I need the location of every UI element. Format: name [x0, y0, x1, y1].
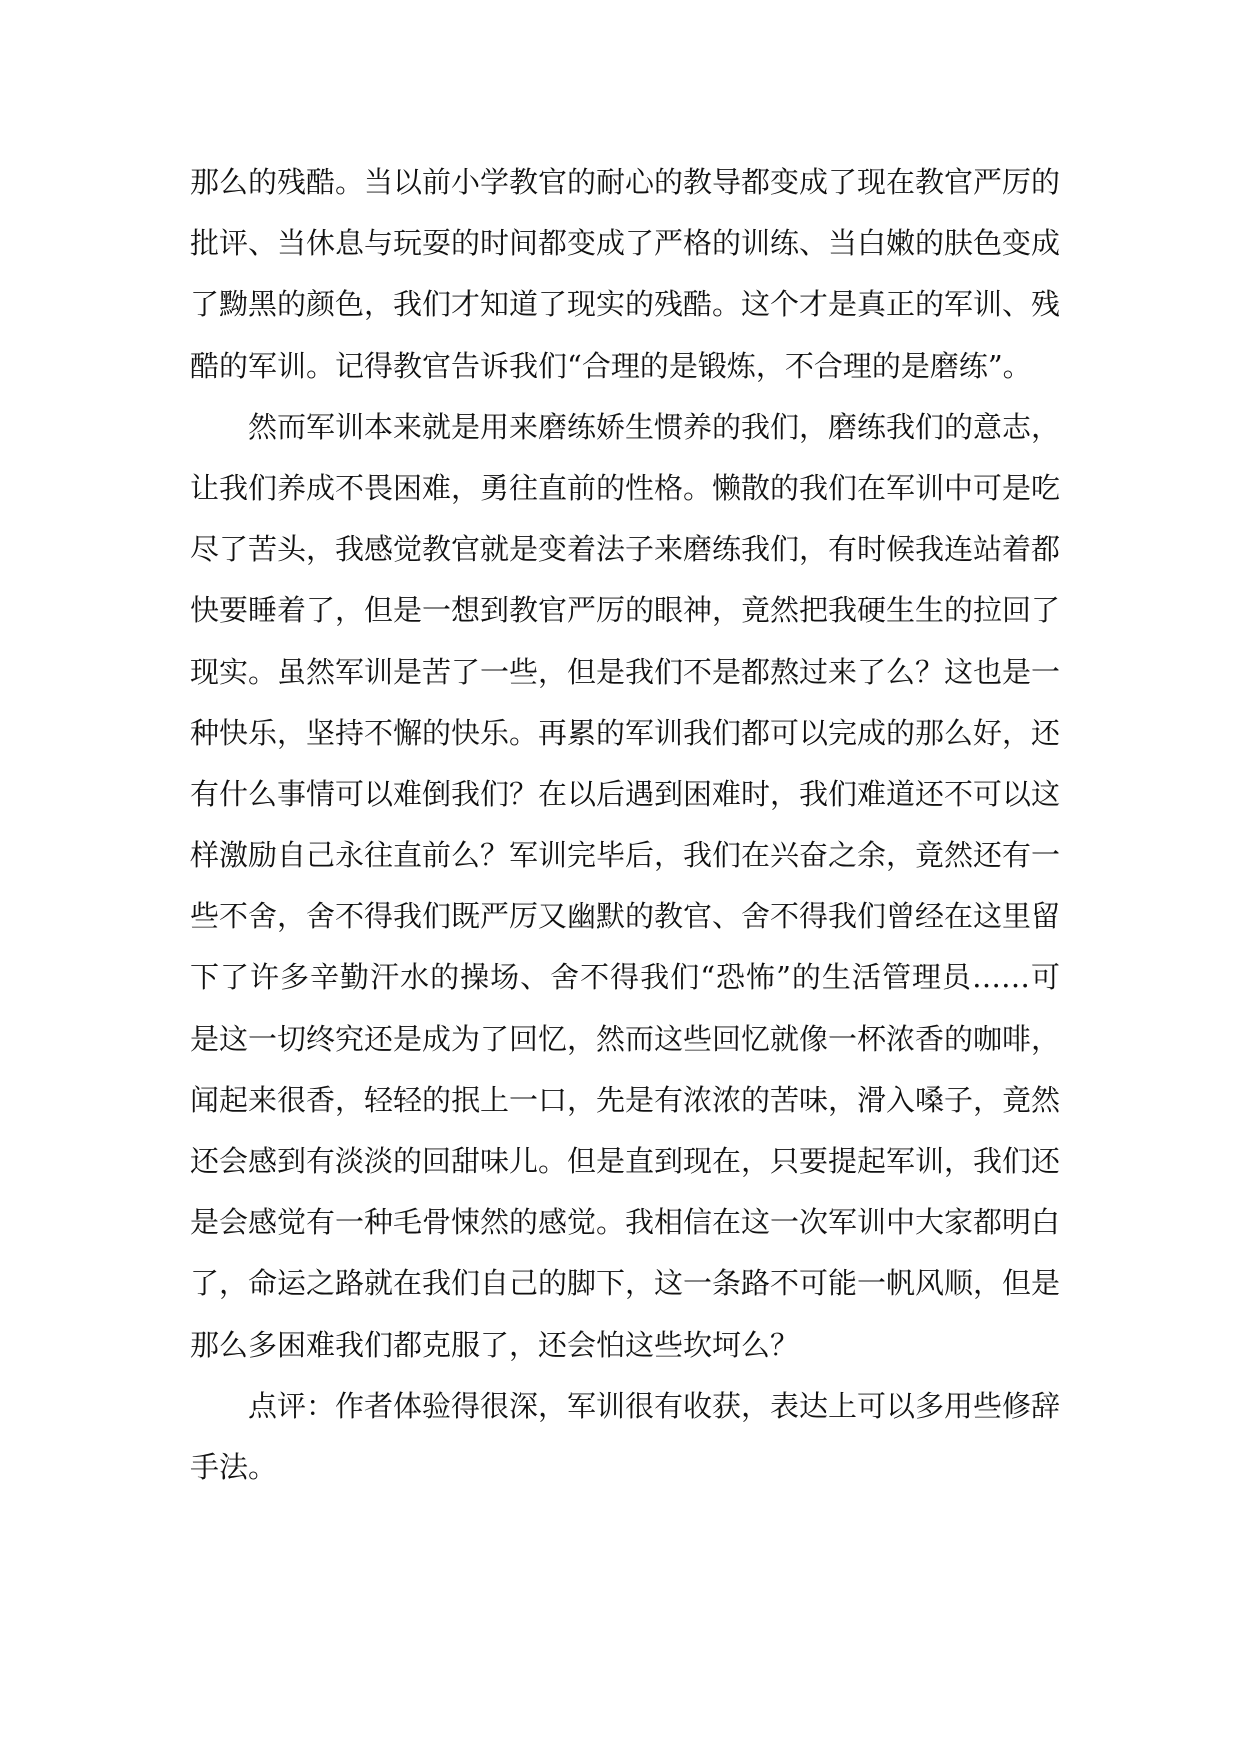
text-line: 下了许多辛勤汗水的操场、舍不得我们“恐怖”的生活管理员……可	[190, 960, 1060, 995]
text-line: 酷的军训。记得教官告诉我们“合理的是锻炼，不合理的是磨练”。	[190, 348, 1032, 383]
text-line: 尽了苦头，我感觉教官就是变着法子来磨练我们，有时候我连站着都	[190, 532, 1061, 567]
text-line: 是这一切终究还是成为了回忆，然而这些回忆就像一杯浓香的咖啡，	[190, 1021, 1061, 1056]
comment-paragraph	[190, 1376, 1060, 1498]
text-line: 快要睡着了，但是一想到教官严厉的眼神，竟然把我硬生生的拉回了	[190, 593, 1061, 628]
text-line: 有什么事情可以难倒我们？在以后遇到困难时，我们难道还不可以这	[190, 776, 1061, 811]
paragraph	[190, 152, 1060, 397]
text-line: 然而军训本来就是用来磨练娇生惯养的我们，磨练我们的意志，	[248, 409, 1061, 444]
text-line: 闻起来很香，轻轻的抿上一口，先是有浓浓的苦味，滑入嗓子，竟然	[190, 1082, 1061, 1117]
paragraph	[190, 397, 1060, 1376]
text-line: 了，命运之路就在我们自己的脚下，这一条路不可能一帆风顺，但是	[190, 1266, 1061, 1301]
text-line: 些不舍，舍不得我们既严厉又幽默的教官、舍不得我们曾经在这里留	[190, 899, 1061, 934]
text-line: 现实。虽然军训是苦了一些，但是我们不是都熬过来了么？这也是一	[190, 654, 1061, 689]
text-line: 是会感觉有一种毛骨悚然的感觉。我相信在这一次军训中大家都明白	[190, 1205, 1061, 1240]
text-line: 样激励自己永往直前么？军训完毕后，我们在兴奋之余，竟然还有一	[190, 838, 1061, 873]
text-line: 手法。	[190, 1449, 278, 1484]
text-line: 种快乐，坚持不懈的快乐。再累的军训我们都可以完成的那么好，还	[190, 715, 1061, 750]
text-line: 那么的残酷。当以前小学教官的耐心的教导都变成了现在教官严厉的	[190, 165, 1061, 199]
text-line: 让我们养成不畏困难，勇往直前的性格。懒散的我们在军训中可是吃	[190, 470, 1061, 505]
essay-body	[190, 152, 1060, 1498]
text-line: 了黝黑的颜色，我们才知道了现实的残酷。这个才是真正的军训、残	[190, 287, 1061, 322]
text-line: 还会感到有淡淡的回甜味儿。但是直到现在，只要提起军训，我们还	[190, 1144, 1061, 1178]
text-line: 点评：作者体验得很深，军训很有收获，表达上可以多用些修辞	[248, 1388, 1061, 1423]
text-line: 那么多困难我们都克服了，还会怕这些坎坷么？	[190, 1327, 800, 1362]
text-line: 批评、当休息与玩耍的时间都变成了严格的训练、当白嫩的肤色变成	[190, 226, 1061, 261]
